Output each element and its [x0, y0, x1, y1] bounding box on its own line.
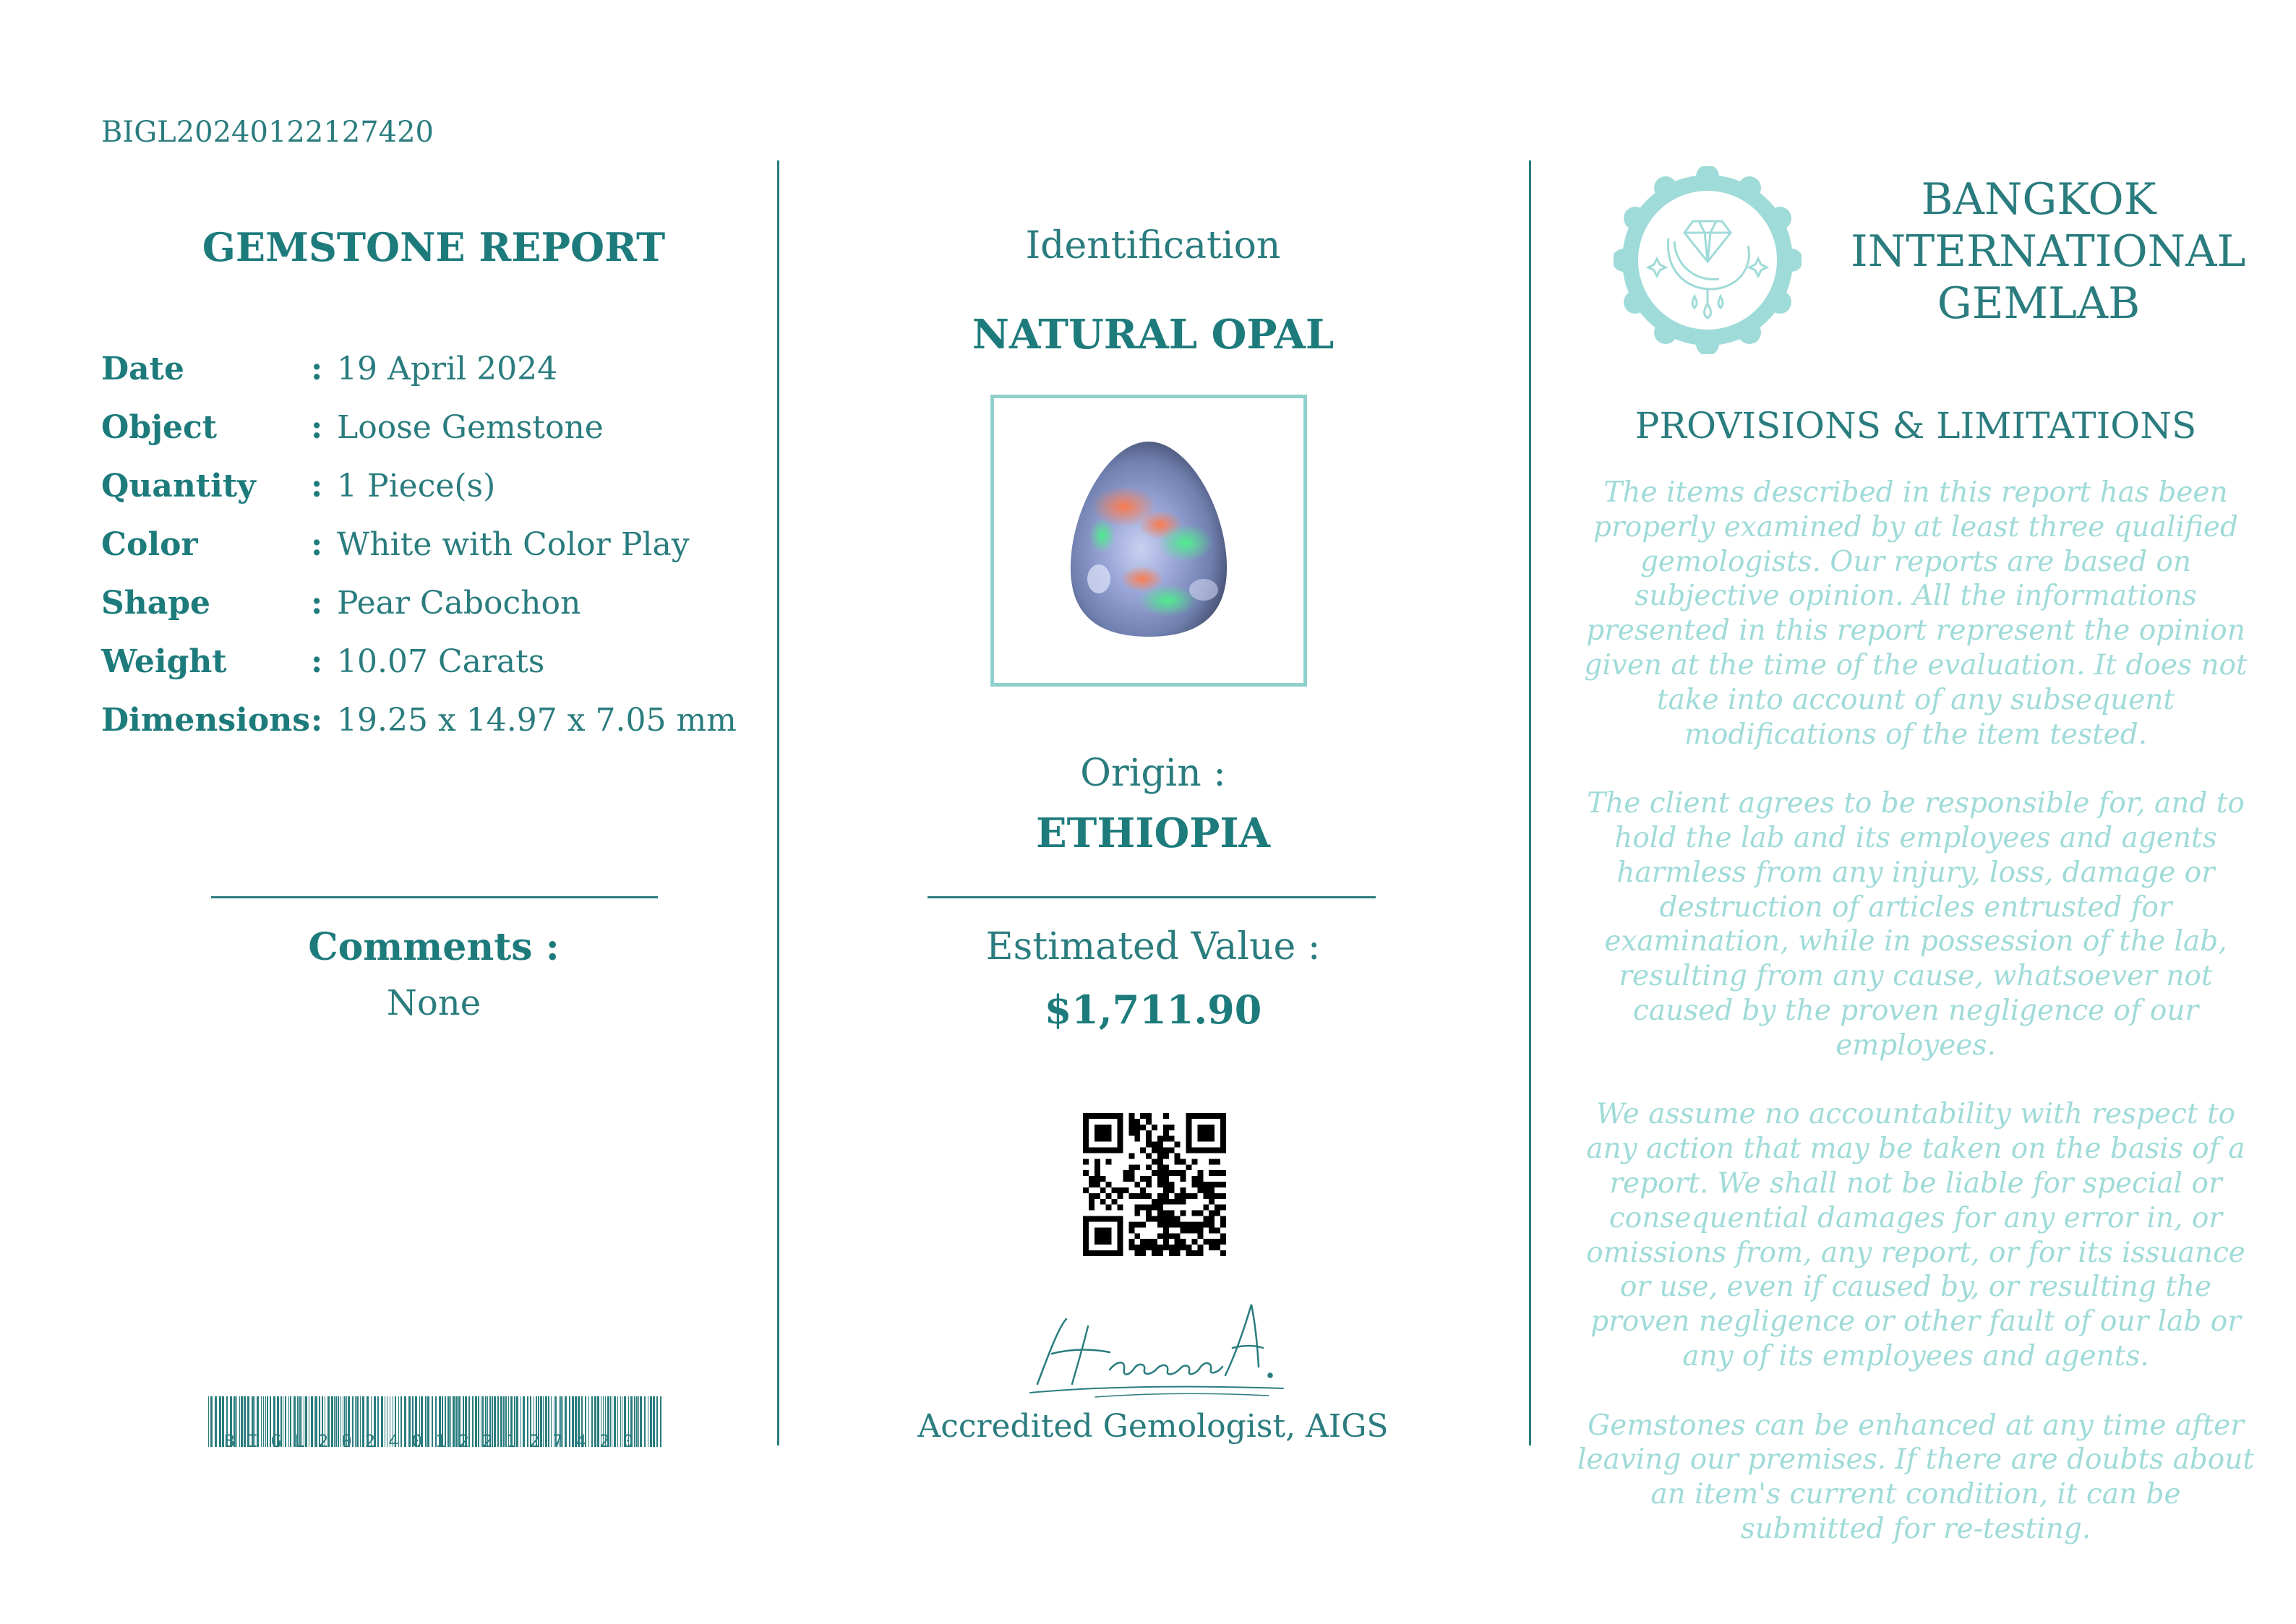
- signature-caption: Accredited Gemologist, AIGS: [917, 1408, 1389, 1445]
- qr-module: [1157, 1142, 1163, 1148]
- qr-module: [1220, 1239, 1226, 1245]
- qr-module: [1157, 1233, 1163, 1239]
- qr-module: [1191, 1227, 1197, 1233]
- qr-module: [1163, 1136, 1169, 1142]
- qr-module: [1118, 1193, 1123, 1199]
- qr-module: [1163, 1176, 1169, 1182]
- qr-module: [1146, 1136, 1152, 1142]
- qr-module: [1134, 1119, 1140, 1125]
- provisions-body: [1576, 476, 2256, 1581]
- qr-module: [1134, 1182, 1140, 1187]
- lab-name: [1851, 173, 2246, 330]
- qr-module: [1175, 1170, 1181, 1176]
- qr-module: [1083, 1159, 1089, 1164]
- qr-module: [1106, 1159, 1112, 1164]
- qr-module: [1089, 1193, 1095, 1199]
- qr-module: [1203, 1216, 1209, 1222]
- qr-module: [1186, 1250, 1192, 1256]
- qr-module: [1169, 1245, 1175, 1250]
- qr-module: [1095, 1176, 1100, 1182]
- details-table: [101, 340, 737, 749]
- qr-module: [1186, 1221, 1192, 1227]
- qr-module: [1163, 1216, 1169, 1222]
- lab-name-line-2: INTERNATIONAL: [1851, 226, 2246, 277]
- qr-module: [1146, 1216, 1152, 1222]
- provisions-title: PROVISIONS & LIMITATIONS: [1635, 405, 2197, 447]
- detail-label: Weight: [101, 643, 227, 680]
- detail-colon: :: [311, 526, 323, 563]
- qr-module: [1191, 1176, 1197, 1182]
- qr-module: [1163, 1153, 1169, 1159]
- qr-module: [1157, 1193, 1163, 1199]
- detail-value: 19 April 2024: [337, 351, 558, 387]
- detail-row-shape: [101, 574, 737, 632]
- qr-module: [1215, 1227, 1220, 1233]
- qr-module: [1209, 1199, 1215, 1205]
- qr-module: [1169, 1148, 1175, 1153]
- qr-module: [1163, 1113, 1169, 1119]
- qr-code[interactable]: [1083, 1113, 1226, 1256]
- qr-module: [1215, 1205, 1220, 1211]
- qr-module: [1203, 1182, 1209, 1187]
- qr-module: [1197, 1221, 1203, 1227]
- qr-module: [1163, 1227, 1169, 1233]
- qr-module: [1175, 1239, 1181, 1245]
- qr-module: [1152, 1125, 1157, 1130]
- qr-module: [1157, 1164, 1163, 1170]
- qr-module: [1181, 1211, 1186, 1216]
- report-number: BIGL20240122127420: [101, 116, 434, 149]
- qr-module: [1128, 1176, 1134, 1182]
- qr-module: [1220, 1221, 1226, 1227]
- qr-module: [1112, 1199, 1118, 1205]
- qr-module: [1163, 1170, 1169, 1176]
- qr-module: [1191, 1239, 1197, 1245]
- qr-module: [1152, 1205, 1157, 1211]
- qr-module: [1095, 1159, 1100, 1164]
- qr-module: [1106, 1193, 1112, 1199]
- qr-module: [1163, 1193, 1169, 1199]
- qr-module: [1140, 1245, 1146, 1250]
- qr-module: [1134, 1245, 1140, 1250]
- qr-module: [1128, 1227, 1134, 1233]
- qr-module: [1128, 1125, 1134, 1130]
- qr-module: [1197, 1182, 1203, 1187]
- qr-module: [1220, 1170, 1226, 1176]
- qr-module: [1134, 1164, 1140, 1170]
- qr-module: [1203, 1205, 1209, 1211]
- qr-module: [1181, 1221, 1186, 1227]
- qr-module: [1152, 1250, 1157, 1256]
- origin-value: ETHIOPIA: [1036, 809, 1270, 857]
- qr-module: [1128, 1239, 1134, 1245]
- qr-module: [1100, 1187, 1106, 1193]
- identification-label: Identification: [1025, 224, 1281, 267]
- qr-module: [1123, 1170, 1128, 1176]
- detail-value: 10.07 Carats: [337, 643, 545, 680]
- qr-module: [1157, 1148, 1163, 1153]
- qr-module: [1163, 1130, 1169, 1136]
- qr-module: [1197, 1187, 1203, 1193]
- lab-seal-logo: [1614, 166, 1802, 354]
- qr-module: [1163, 1245, 1169, 1250]
- qr-module: [1157, 1216, 1163, 1222]
- qr-module: [1191, 1221, 1197, 1227]
- qr-module: [1203, 1193, 1209, 1199]
- qr-module: [1140, 1148, 1146, 1153]
- qr-module: [1181, 1187, 1186, 1193]
- qr-module: [1146, 1153, 1152, 1159]
- qr-module: [1197, 1250, 1203, 1256]
- qr-module: [1186, 1245, 1192, 1250]
- qr-module: [1128, 1113, 1134, 1119]
- qr-module: [1157, 1199, 1163, 1205]
- qr-module: [1128, 1130, 1134, 1136]
- qr-module: [1215, 1245, 1220, 1250]
- qr-module: [1197, 1227, 1203, 1233]
- qr-module: [1146, 1113, 1152, 1119]
- qr-module: [1169, 1216, 1175, 1222]
- qr-module: [1134, 1130, 1140, 1136]
- detail-row-dimensions: [101, 691, 737, 749]
- qr-module: [1163, 1182, 1169, 1187]
- detail-value: White with Color Play: [337, 526, 690, 563]
- qr-module: [1203, 1187, 1209, 1193]
- qr-module: [1146, 1119, 1152, 1125]
- qr-module: [1215, 1159, 1220, 1164]
- qr-module: [1169, 1250, 1175, 1256]
- qr-module: [1169, 1136, 1175, 1142]
- qr-module: [1146, 1245, 1152, 1250]
- qr-module: [1157, 1211, 1163, 1216]
- qr-module: [1197, 1170, 1203, 1176]
- estimated-value-label: Estimated Value :: [985, 925, 1321, 968]
- qr-module: [1215, 1170, 1220, 1176]
- detail-row-quantity: [101, 457, 737, 515]
- detail-value: Loose Gemstone: [337, 409, 604, 446]
- qr-module: [1089, 1182, 1095, 1187]
- detail-label: Color: [101, 526, 198, 563]
- qr-module: [1095, 1227, 1112, 1245]
- detail-value: Pear Cabochon: [337, 585, 581, 622]
- qr-module: [1128, 1245, 1134, 1250]
- qr-module: [1095, 1170, 1100, 1176]
- qr-module: [1112, 1187, 1118, 1193]
- qr-module: [1175, 1199, 1181, 1205]
- qr-module: [1083, 1170, 1089, 1176]
- qr-module: [1181, 1159, 1186, 1164]
- qr-module: [1095, 1193, 1100, 1199]
- qr-module: [1209, 1187, 1215, 1193]
- qr-module: [1100, 1199, 1106, 1205]
- qr-module: [1134, 1125, 1140, 1130]
- qr-module: [1140, 1176, 1146, 1182]
- qr-module: [1169, 1199, 1175, 1205]
- detail-colon: :: [311, 409, 323, 446]
- qr-module: [1215, 1182, 1220, 1187]
- qr-module: [1169, 1170, 1175, 1176]
- qr-module: [1181, 1239, 1186, 1245]
- qr-module: [1140, 1193, 1146, 1199]
- qr-module: [1152, 1216, 1157, 1222]
- qr-module: [1146, 1211, 1152, 1216]
- qr-module: [1191, 1250, 1197, 1256]
- qr-module: [1175, 1193, 1181, 1199]
- qr-module: [1175, 1233, 1181, 1239]
- qr-module: [1220, 1193, 1226, 1199]
- qr-module: [1163, 1211, 1169, 1216]
- qr-module: [1197, 1245, 1203, 1250]
- qr-module: [1140, 1250, 1146, 1256]
- qr-module: [1134, 1136, 1140, 1142]
- qr-module: [1146, 1142, 1152, 1148]
- qr-module: [1157, 1136, 1163, 1142]
- qr-module: [1106, 1182, 1112, 1187]
- qr-module: [1140, 1221, 1146, 1227]
- origin-label: Origin :: [1080, 752, 1226, 795]
- qr-module: [1220, 1250, 1226, 1256]
- qr-module: [1220, 1182, 1226, 1187]
- qr-module: [1175, 1153, 1181, 1159]
- qr-module: [1175, 1216, 1181, 1222]
- qr-module: [1152, 1142, 1157, 1148]
- qr-module: [1186, 1164, 1192, 1170]
- qr-module: [1146, 1193, 1152, 1199]
- qr-module: [1163, 1125, 1169, 1130]
- detail-colon: :: [311, 351, 323, 387]
- detail-value: 1 Piece(s): [337, 468, 496, 504]
- qr-module: [1209, 1239, 1215, 1245]
- qr-module: [1209, 1227, 1215, 1233]
- qr-module: [1203, 1221, 1209, 1227]
- barcode-digits: BIGL20240122127420: [223, 1431, 647, 1451]
- qr-module: [1146, 1205, 1152, 1211]
- qr-module: [1128, 1221, 1134, 1227]
- provisions-paragraph: We assume no accountability with respect to any action that may be taken on the basis of a report. We shall not be liable for special or consequential damages for any error in, or omissions from, any report, or for its issuance or use, even if caused by, or resulting the proven negligence or other fault of our lab or any of its employees and agents.: [1586, 1098, 2245, 1372]
- qr-module: [1134, 1211, 1140, 1216]
- qr-module: [1128, 1119, 1134, 1125]
- qr-module: [1134, 1250, 1140, 1256]
- qr-module: [1157, 1245, 1163, 1250]
- report-title: GEMSTONE REPORT: [202, 224, 666, 270]
- qr-module: [1140, 1187, 1146, 1193]
- qr-module: [1134, 1233, 1140, 1239]
- qr-module: [1209, 1221, 1215, 1227]
- qr-module: [1095, 1182, 1100, 1187]
- qr-module: [1163, 1187, 1169, 1193]
- detail-row-color: [101, 515, 737, 574]
- qr-module: [1128, 1164, 1134, 1170]
- qr-module: [1215, 1193, 1220, 1199]
- detail-colon: :: [311, 585, 323, 622]
- qr-module: [1203, 1239, 1209, 1245]
- qr-module: [1163, 1199, 1169, 1205]
- qr-module: [1100, 1176, 1106, 1182]
- qr-module: [1123, 1176, 1128, 1182]
- qr-module: [1220, 1205, 1226, 1211]
- qr-module: [1163, 1239, 1169, 1245]
- qr-module: [1181, 1199, 1186, 1205]
- provisions-paragraph: Gemstones can be enhanced at any time after leaving our premises. If there are doubts about an item's current condition, it can be submitted for re-testing.: [1577, 1409, 2255, 1545]
- species-name: NATURAL OPAL: [972, 311, 1335, 358]
- qr-module: [1209, 1193, 1215, 1199]
- detail-label: Object: [101, 409, 218, 446]
- qr-module: [1169, 1221, 1175, 1227]
- qr-module: [1146, 1182, 1152, 1187]
- detail-colon: :: [311, 702, 323, 739]
- qr-module: [1157, 1176, 1163, 1182]
- qr-module: [1157, 1182, 1163, 1187]
- detail-colon: :: [311, 643, 323, 680]
- qr-module: [1157, 1250, 1163, 1256]
- lab-name-line-1: BANGKOK: [1921, 174, 2156, 225]
- estimated-value-amount: $1,711.90: [1044, 987, 1262, 1033]
- qr-module: [1209, 1170, 1215, 1176]
- qr-module: [1209, 1216, 1215, 1222]
- qr-module: [1095, 1164, 1100, 1170]
- qr-module: [1197, 1233, 1203, 1239]
- qr-module: [1169, 1187, 1175, 1193]
- qr-module: [1089, 1205, 1095, 1211]
- qr-module: [1134, 1193, 1140, 1199]
- qr-module: [1146, 1164, 1152, 1170]
- qr-module: [1175, 1142, 1181, 1148]
- qr-module: [1128, 1170, 1134, 1176]
- detail-value: 19.25 x 14.97 x 7.05 mm: [337, 702, 737, 739]
- qr-module: [1128, 1193, 1134, 1199]
- qr-module: [1209, 1159, 1215, 1164]
- qr-module: [1215, 1211, 1220, 1216]
- provisions-paragraph: The client agrees to be responsible for, and to hold the lab and its employees and agents harmless from any injury, loss, damage or destruction of articles entrusted for examination, while in possession of the lab, resulting from any cause, whatsoever not caused by the proven negligence of our employees.: [1587, 787, 2245, 1062]
- qr-module: [1118, 1187, 1123, 1193]
- qr-module: [1181, 1176, 1186, 1182]
- gem-photo-frame: [990, 395, 1307, 687]
- qr-module: [1209, 1245, 1215, 1250]
- provisions-paragraph: The items described in this report has been properly examined by at least three qualified gemologists. Our reports are based on subjective opinion. All the informations presented in this report represent the opinion given at the time of the evaluation. It does not take into account of any subsequent modifications of the item tested.: [1584, 476, 2248, 751]
- qr-module: [1152, 1159, 1157, 1164]
- detail-label: Shape: [101, 585, 211, 622]
- value-divider: [928, 896, 1376, 898]
- qr-module: [1169, 1182, 1175, 1187]
- qr-module: [1197, 1211, 1203, 1216]
- detail-row-date: [101, 340, 737, 398]
- detail-colon: :: [311, 468, 323, 504]
- qr-module: [1118, 1205, 1123, 1211]
- qr-module: [1181, 1227, 1186, 1233]
- qr-module: [1186, 1227, 1192, 1233]
- qr-module: [1134, 1221, 1140, 1227]
- qr-module: [1095, 1125, 1112, 1142]
- qr-module: [1089, 1176, 1095, 1182]
- qr-module: [1106, 1205, 1112, 1211]
- qr-module: [1169, 1233, 1175, 1239]
- qr-module: [1163, 1221, 1169, 1227]
- qr-module: [1191, 1193, 1197, 1199]
- qr-module: [1157, 1221, 1163, 1227]
- qr-module: [1163, 1148, 1169, 1153]
- qr-module: [1197, 1176, 1203, 1182]
- qr-module: [1152, 1239, 1157, 1245]
- qr-module: [1123, 1187, 1128, 1193]
- detail-label: Dimensions: [101, 702, 311, 739]
- qr-module: [1175, 1159, 1181, 1164]
- qr-module: [1163, 1164, 1169, 1170]
- qr-module: [1209, 1211, 1215, 1216]
- qr-module: [1186, 1193, 1192, 1199]
- lab-name-line-3: GEMLAB: [1937, 278, 2141, 329]
- comments-label: Comments :: [308, 925, 560, 969]
- qr-module: [1215, 1239, 1220, 1245]
- detail-label: Date: [101, 351, 184, 387]
- qr-module: [1209, 1182, 1215, 1187]
- qr-module: [1175, 1250, 1181, 1256]
- qr-module: [1175, 1221, 1181, 1227]
- qr-module: [1157, 1159, 1163, 1164]
- qr-module: [1191, 1159, 1197, 1164]
- qr-module: [1146, 1239, 1152, 1245]
- qr-module: [1220, 1216, 1226, 1222]
- qr-module: [1157, 1205, 1163, 1211]
- qr-module: [1169, 1125, 1175, 1130]
- qr-module: [1140, 1205, 1146, 1211]
- qr-module: [1157, 1153, 1163, 1159]
- qr-module: [1163, 1233, 1169, 1239]
- qr-module: [1191, 1211, 1197, 1216]
- qr-module: [1175, 1245, 1181, 1250]
- qr-module: [1197, 1125, 1215, 1142]
- column-divider-right: [1529, 160, 1531, 1445]
- detail-label: Quantity: [101, 468, 256, 504]
- qr-module: [1181, 1245, 1186, 1250]
- detail-row-weight: [101, 632, 737, 691]
- qr-module: [1140, 1125, 1146, 1130]
- qr-module: [1083, 1187, 1089, 1193]
- qr-module: [1152, 1199, 1157, 1205]
- comments-divider: [211, 896, 658, 898]
- qr-module: [1181, 1170, 1186, 1176]
- comments-value: None: [386, 983, 481, 1023]
- qr-module: [1089, 1199, 1095, 1205]
- qr-module: [1140, 1239, 1146, 1245]
- qr-module: [1181, 1193, 1186, 1199]
- qr-module: [1191, 1182, 1197, 1187]
- qr-module: [1146, 1130, 1152, 1136]
- detail-row-object: [101, 398, 737, 457]
- gem-photo: [994, 398, 1303, 683]
- qr-module: [1140, 1113, 1146, 1119]
- qr-module: [1220, 1233, 1226, 1239]
- qr-module: [1152, 1170, 1157, 1176]
- qr-module: [1146, 1176, 1152, 1182]
- qr-module: [1157, 1170, 1163, 1176]
- qr-module: [1169, 1211, 1175, 1216]
- qr-module: [1152, 1148, 1157, 1153]
- signature: [1008, 1297, 1298, 1399]
- qr-module: [1128, 1153, 1134, 1159]
- qr-module: [1134, 1205, 1140, 1211]
- qr-module: [1152, 1245, 1157, 1250]
